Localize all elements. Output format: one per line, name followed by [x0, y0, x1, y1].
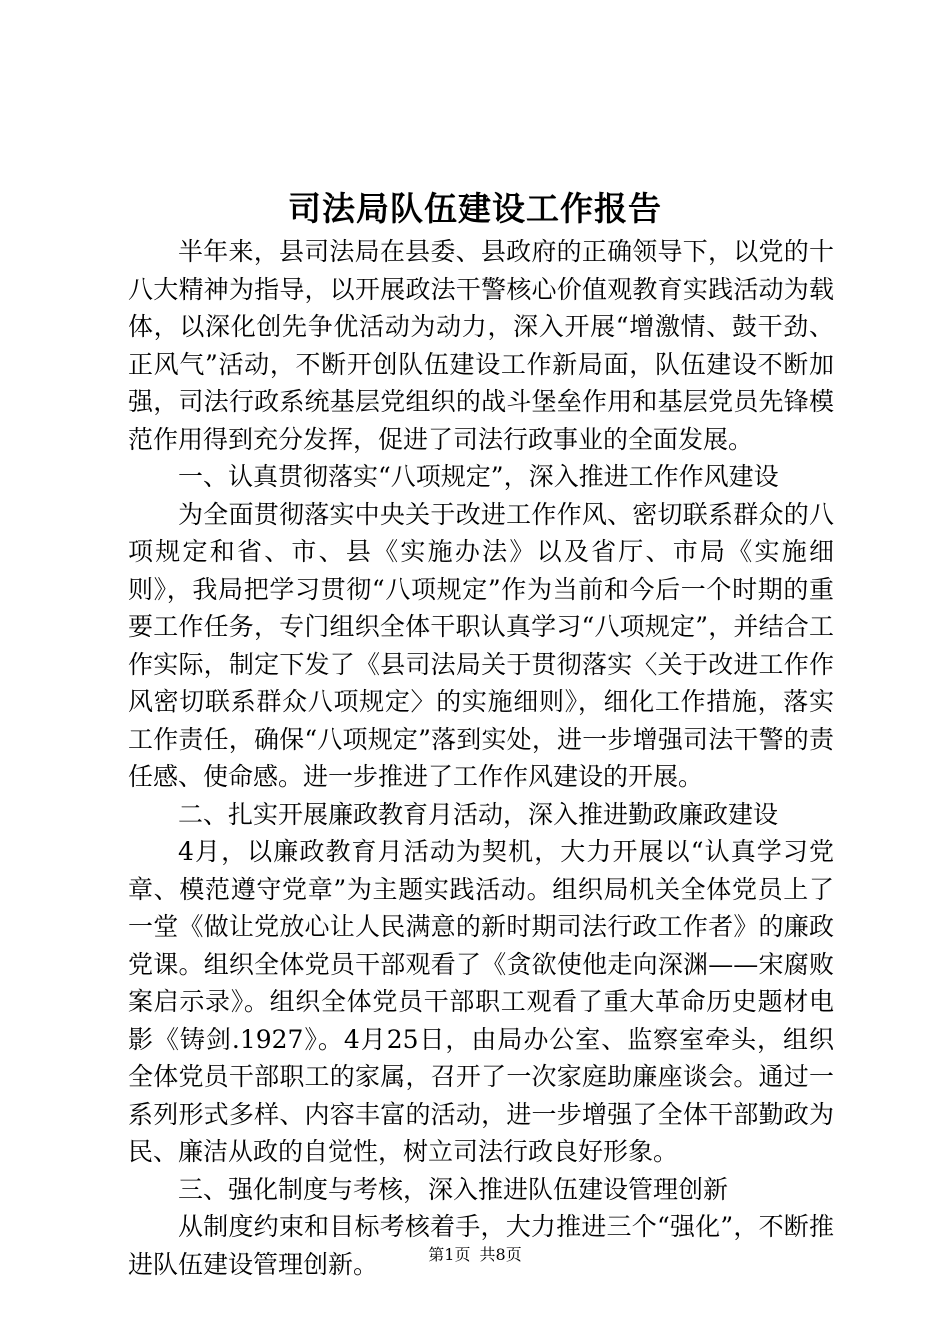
paragraph-section-2: 4月，以廉政教育月活动为契机，大力开展以“认真学习党章、模范遵守党章”为主题实践活动。组织局机关全体党员上了一堂《做让党放心让人民满意的新时期司法行政工作者》的廉政党课。组织全体党员干部观看了《贪欲使他走向深渊——宋腐败案启示录》。组织全体党员干部职工观看了重大革命历史题材电影《铸剑.1927》。4月25日，由局办公室、监察室牵头，组织全体党员干部职工的家属，召开了一次家庭助廉座谈会。通过一系列形式多样、内容丰富的活动，进一步增强了全体干部勤政为民、廉洁从政的自觉性，树立司法行政良好形象。: [128, 837, 834, 1166]
paragraph-section-3: 从制度约束和目标考核着手，大力推进三个“强化”，不断推进队伍建设管理创新。: [128, 1212, 834, 1279]
paragraph-section-1: 为全面贯彻落实中央关于改进工作作风、密切联系群众的八项规定和省、市、县《实施办法》以及省厅、市局《实施细则》，我局把学习贯彻“八项规定”作为当前和今后一个时期的重要工作任务，专门组织全体干职认真学习“八项规定”，并结合工作实际，制定下发了《县司法局关于贯彻落实〈关于改进工作作风密切联系群众八项规定〉的实施细则》，细化工作措施，落实工作责任，确保“八项规定”落到实处，进一步增强司法干警的责任感、使命感。进一步推进了工作作风建设的开展。: [128, 499, 834, 791]
section-heading-1: 一、认真贯彻落实“八项规定”，深入推进工作作风建设: [178, 462, 779, 491]
page-total: 共8页: [479, 1245, 522, 1264]
document-body: [128, 233, 834, 1283]
section-heading-2: 二、扎实开展廉政教育月活动，深入推进勤政廉政建设: [178, 799, 779, 829]
paragraph-intro: 半年来，县司法局在县委、县政府的正确领导下，以党的十八大精神为指导，以开展政法干警核心价值观教育实践活动为载体，以深化创先争优活动为动力，深入开展“增激情、鼓干劲、正风气”活动，不断开创队伍建设工作新局面，队伍建设不断加强，司法行政系统基层党组织的战斗堡垒作用和基层党员先锋模范作用得到充分发挥，促进了司法行政事业的全面发展。: [128, 237, 834, 454]
section-heading-3: 三、强化制度与考核，深入推进队伍建设管理创新: [178, 1174, 729, 1204]
document-title: 司法局队伍建设工作报告: [288, 189, 662, 228]
page-number: 第1页: [428, 1245, 471, 1264]
page-footer: [0, 1244, 950, 1266]
